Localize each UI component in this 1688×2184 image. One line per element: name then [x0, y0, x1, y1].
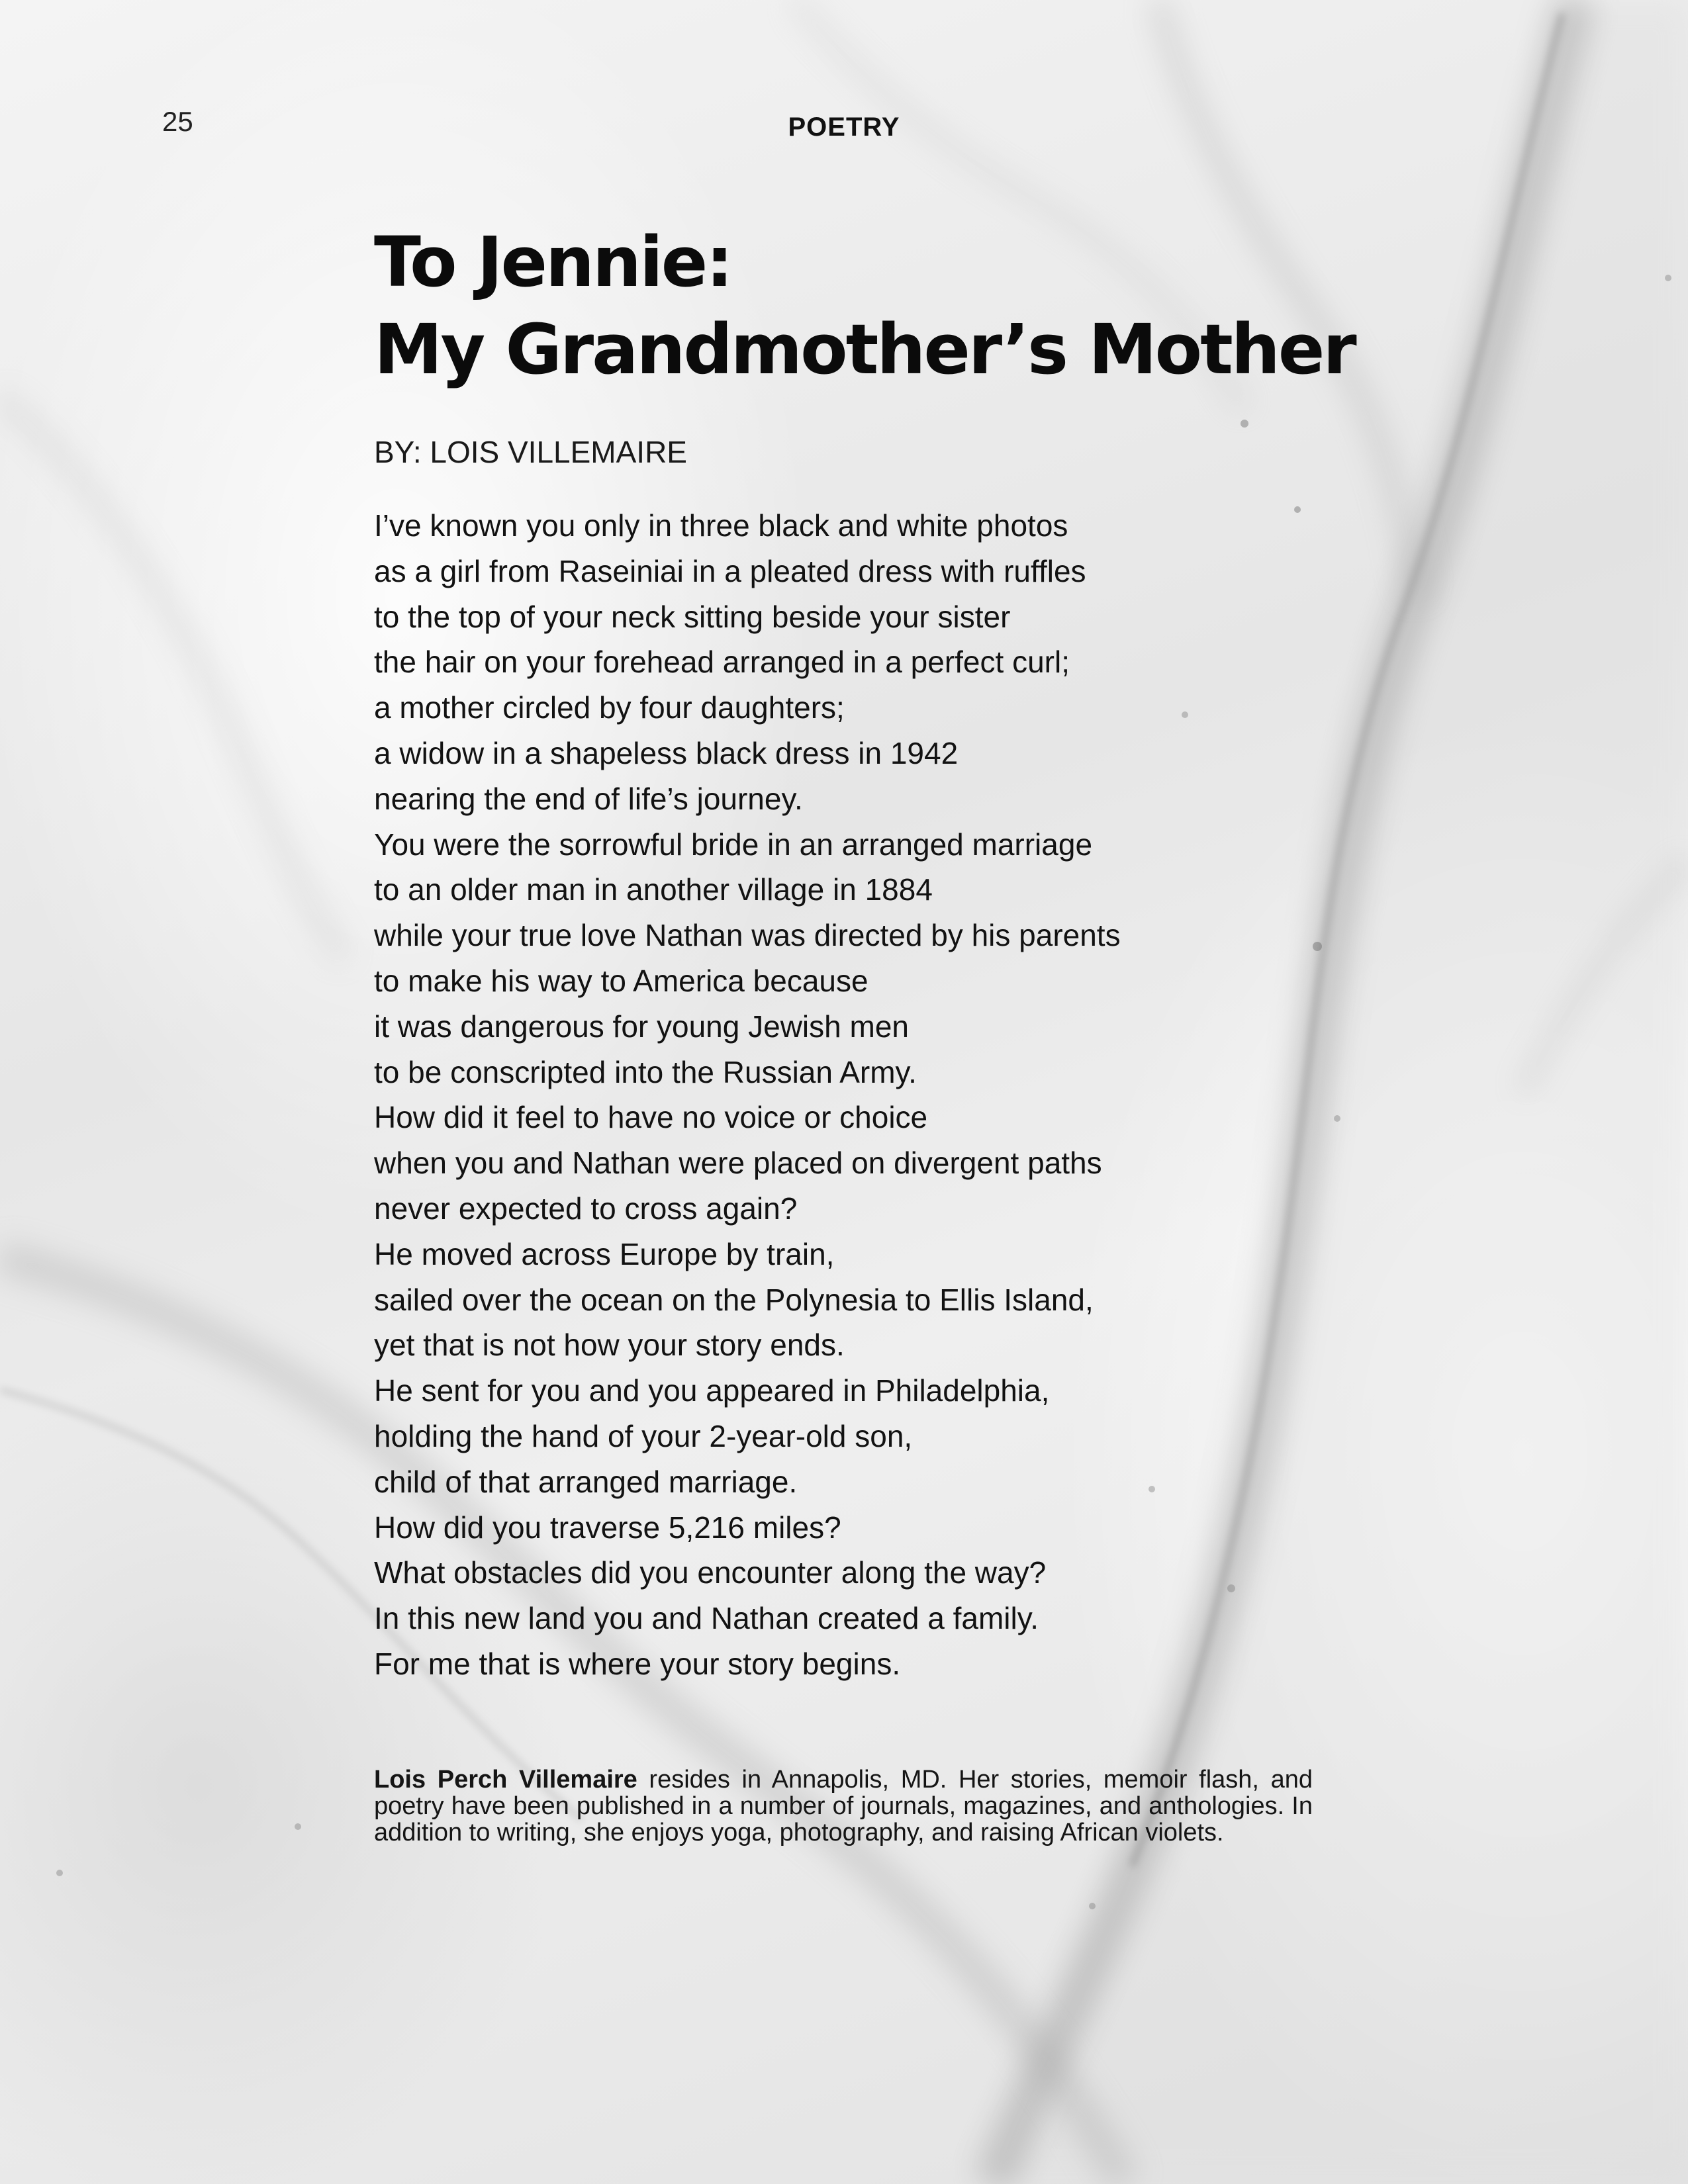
poem-line: when you and Nathan were placed on divergent paths — [374, 1146, 1102, 1181]
poem-line: a mother circled by four daughters; — [374, 690, 845, 725]
poem-line: nearing the end of life’s journey. — [374, 781, 803, 816]
poem-line: What obstacles did you encounter along the way? — [374, 1555, 1047, 1590]
section-label: POETRY — [788, 113, 900, 142]
poem-line: to an older man in another village in 1884 — [374, 872, 933, 907]
poem-line: as a girl from Raseiniai in a pleated dress with ruffles — [374, 553, 1086, 588]
poem-line: a widow in a shapeless black dress in 1942 — [374, 735, 959, 770]
author-name: Lois Perch Villemaire — [374, 1765, 637, 1794]
poem-line: yet that is not how your story ends. — [374, 1328, 845, 1363]
poem-line: I’ve known you only in three black and white photos — [374, 508, 1068, 543]
title-line: To Jennie: — [374, 222, 731, 302]
poem-line: it was dangerous for young Jewish men — [374, 1009, 909, 1044]
poem-line: while your true love Nathan was directed by his parents — [374, 918, 1121, 953]
article — [374, 218, 1355, 1846]
poem-line: How did you traverse 5,216 miles? — [374, 1510, 841, 1545]
poem-line: holding the hand of your 2-year-old son, — [374, 1418, 913, 1453]
poem-line: to make his way to America because — [374, 963, 868, 998]
poem-line: to be conscripted into the Russian Army. — [374, 1054, 917, 1089]
poem-line: How did it feel to have no voice or choice — [374, 1100, 928, 1135]
poem-line: to the top of your neck sitting beside your sister — [374, 599, 1011, 634]
author-bio — [374, 1766, 1313, 1846]
author-bio-text: resides in Annapolis, MD. Her stories, memoir flash, and poetry have been published in a number of journals, magazines, and anthologies. In addition to writing, she enjoys yoga, photography, and raising African violets. — [374, 1765, 1313, 1846]
byline: BY: LOIS VILLEMAIRE — [374, 435, 687, 469]
poem-line: He moved across Europe by train, — [374, 1236, 835, 1271]
poem-line: In this new land you and Nathan created a family. — [374, 1601, 1039, 1636]
poem-line: never expected to cross again? — [374, 1191, 798, 1226]
poem-line: You were the sorrowful bride in an arranged marriage — [374, 827, 1093, 862]
poem-body — [374, 503, 1314, 1687]
poem-title — [374, 218, 1355, 393]
poem-line: child of that arranged marriage. — [374, 1464, 798, 1499]
poem-line: For me that is where your story begins. — [374, 1646, 901, 1681]
poem-line: He sent for you and you appeared in Philadelphia, — [374, 1373, 1050, 1408]
poem-line: sailed over the ocean on the Polynesia to Ellis Island, — [374, 1282, 1094, 1317]
page-number: 25 — [162, 106, 193, 137]
poem-line: the hair on your forehead arranged in a perfect curl; — [374, 645, 1070, 680]
title-line: My Grandmother’s Mother — [374, 309, 1355, 390]
